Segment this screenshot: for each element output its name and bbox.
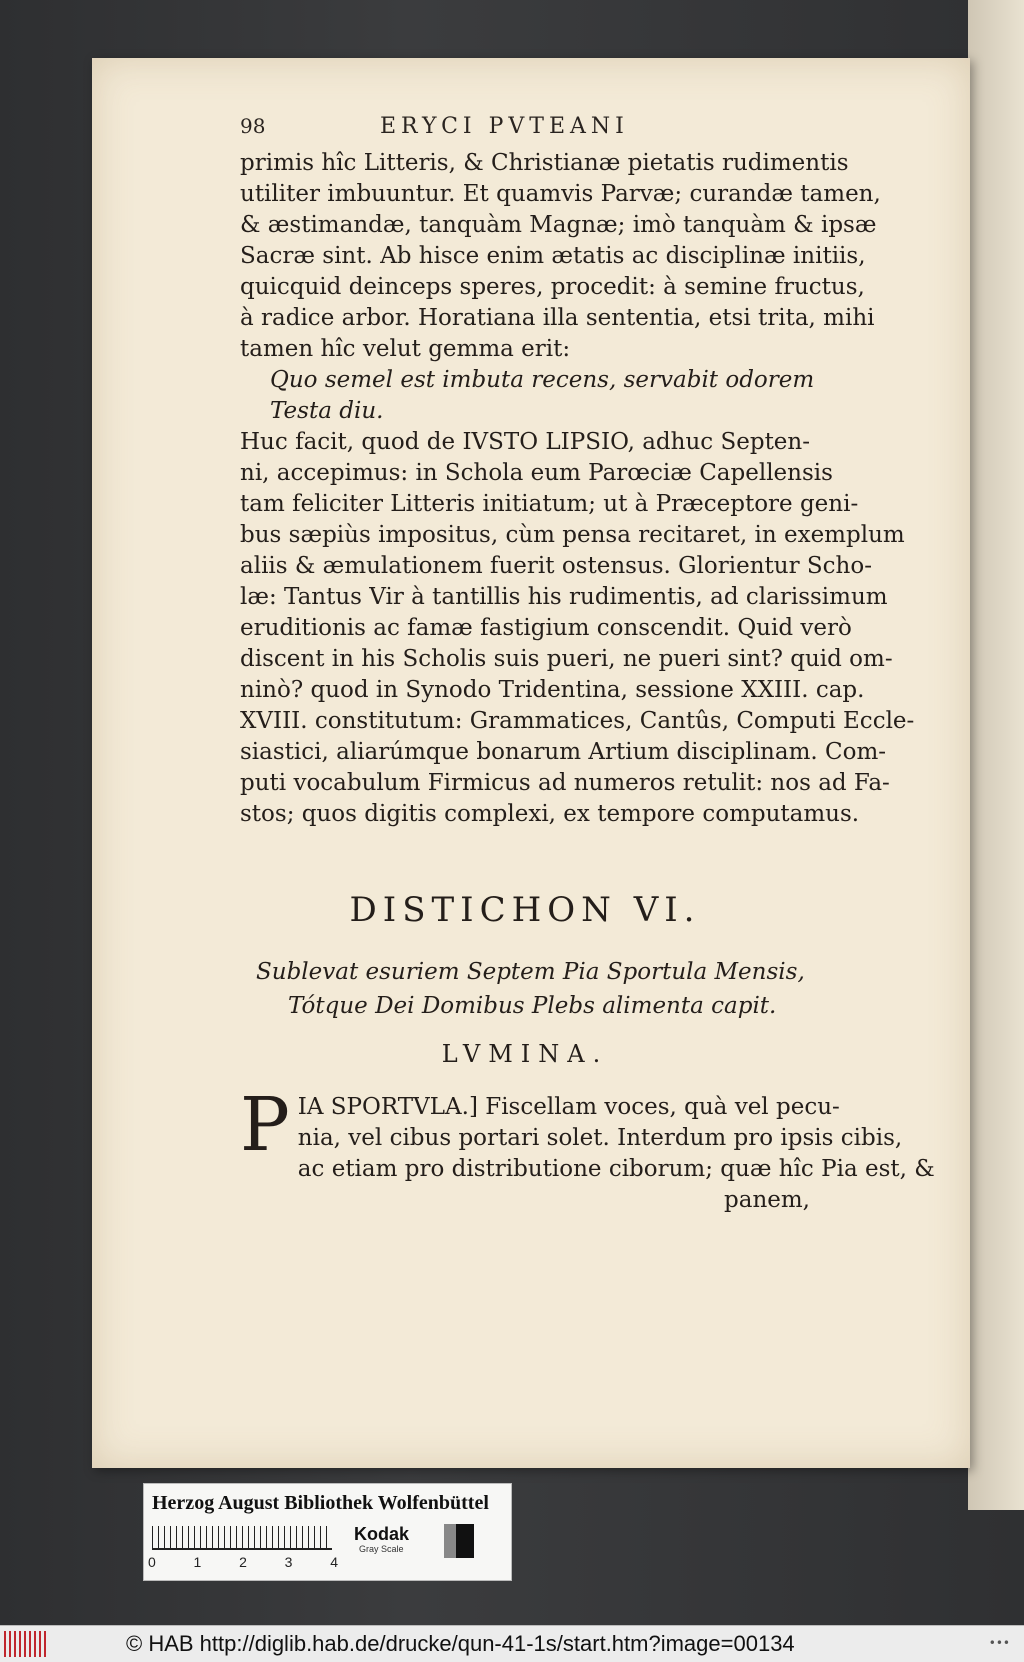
ruler-number: 2 — [239, 1554, 247, 1570]
footer-bar — [0, 1625, 1024, 1662]
text-line: IA SPORTVLA.] Fiscellam voces, quà vel pecu- — [297, 1094, 840, 1120]
distich-line: Tótque Dei Domibus Plebs alimenta capit. — [288, 993, 777, 1019]
text-line: Huc facit, quod de IVSTO LIPSIO, adhuc Septen- — [240, 429, 811, 455]
text-line: tam feliciter Litteris initiatum; ut à Præceptore geni- — [240, 491, 859, 517]
ruler-number: 3 — [284, 1554, 293, 1570]
text-line: tamen hîc velut gemma erit: — [240, 336, 571, 362]
text-line: siastici, aliarúmque bonarum Artium disciplinam. Com- — [240, 739, 887, 765]
facing-page-edge — [968, 0, 1024, 1510]
text-line: XVIII. constitutum: Grammatices, Cantûs, Computi Eccle- — [240, 708, 915, 734]
verse-line: Testa diu. — [270, 398, 384, 424]
distich — [240, 955, 810, 1023]
catchword: panem, — [724, 1187, 810, 1213]
source-url[interactable]: © HAB http://diglib.hab.de/drucke/qun-41-1s/start.htm?image=00134 — [126, 1631, 795, 1656]
text-line: utiliter imbuuntur. Et quamvis Parvæ; curandæ tamen, — [240, 181, 881, 207]
text-line: eruditionis ac famæ fastigium conscendit. Quid verò — [240, 615, 852, 641]
drop-cap: P — [240, 1082, 290, 1168]
more-options-icon[interactable]: ••• — [988, 1636, 1010, 1650]
text-line: læ: Tantus Vir à tantillis his rudimentis, ad clarissimum — [240, 584, 888, 610]
gray-scale-label: Gray Scale — [359, 1544, 404, 1554]
text-line: ni, accepimus: in Schola eum Parœciæ Capellensis — [240, 460, 833, 486]
text-line: stos; quos digitis complexi, ex tempore computamus. — [240, 801, 860, 827]
ruler-icon — [152, 1526, 332, 1550]
text-line: puti vocabulum Firmicus ad numeros retulit: nos ad Fa- — [240, 770, 890, 796]
text-line: à radice arbor. Horatiana illa sententia, etsi trita, mihi — [240, 305, 875, 331]
text-line: bus sæpiùs impositus, cùm pensa recitaret, in exemplum — [240, 522, 905, 548]
page-header — [240, 114, 810, 139]
verse-line: Quo semel est imbuta recens, servabit odorem — [270, 367, 815, 393]
color-calibration-card — [143, 1483, 512, 1581]
sub-heading: LVMINA. — [441, 1040, 609, 1068]
text-line: & æstimandæ, tanquàm Magnæ; imò tanquàm & ipsæ — [240, 212, 877, 238]
ruler-number: 4 — [330, 1554, 338, 1570]
text-line: discent in his Scholis suis pueri, ne pueri sint? quid om- — [240, 646, 893, 672]
text-line: ac etiam pro distributione ciborum; quæ hîc Pia est, & — [297, 1156, 935, 1182]
distich-line: Sublevat esuriem Septem Pia Sportula Mensis, — [256, 959, 805, 985]
lumina-text — [240, 1082, 935, 1216]
text-line: nia, vel cibus portari solet. Interdum pro ipsis cibis, — [297, 1125, 903, 1151]
gray-patch-icon — [444, 1524, 474, 1558]
text-line: primis hîc Litteris, & Christianæ pietatis rudimentis — [240, 150, 849, 176]
text-line: aliis & æmulationem fuerit ostensus. Glorientur Scho- — [240, 553, 872, 579]
ruler-numbers — [148, 1554, 338, 1570]
text-line: quicquid deinceps speres, procedit: à semine fructus, — [240, 274, 865, 300]
library-name: Herzog August Bibliothek Wolfenbüttel — [152, 1492, 489, 1514]
section-heading: DISTICHON VI. — [349, 890, 701, 930]
text-line: Sacræ sint. Ab hisce enim ætatis ac disciplinæ initiis, — [240, 243, 866, 269]
body-text — [240, 148, 915, 830]
ruler-number: 1 — [193, 1554, 202, 1570]
running-head: ERYCI PVTEANI — [380, 114, 629, 139]
kodak-logo: Kodak — [354, 1524, 410, 1544]
ruler-number: 0 — [148, 1554, 156, 1570]
folio-number: 98 — [240, 114, 266, 138]
text-line: ninò? quod in Synodo Tridentina, sessione XXIII. cap. — [240, 677, 865, 703]
barcode-icon — [4, 1631, 48, 1657]
